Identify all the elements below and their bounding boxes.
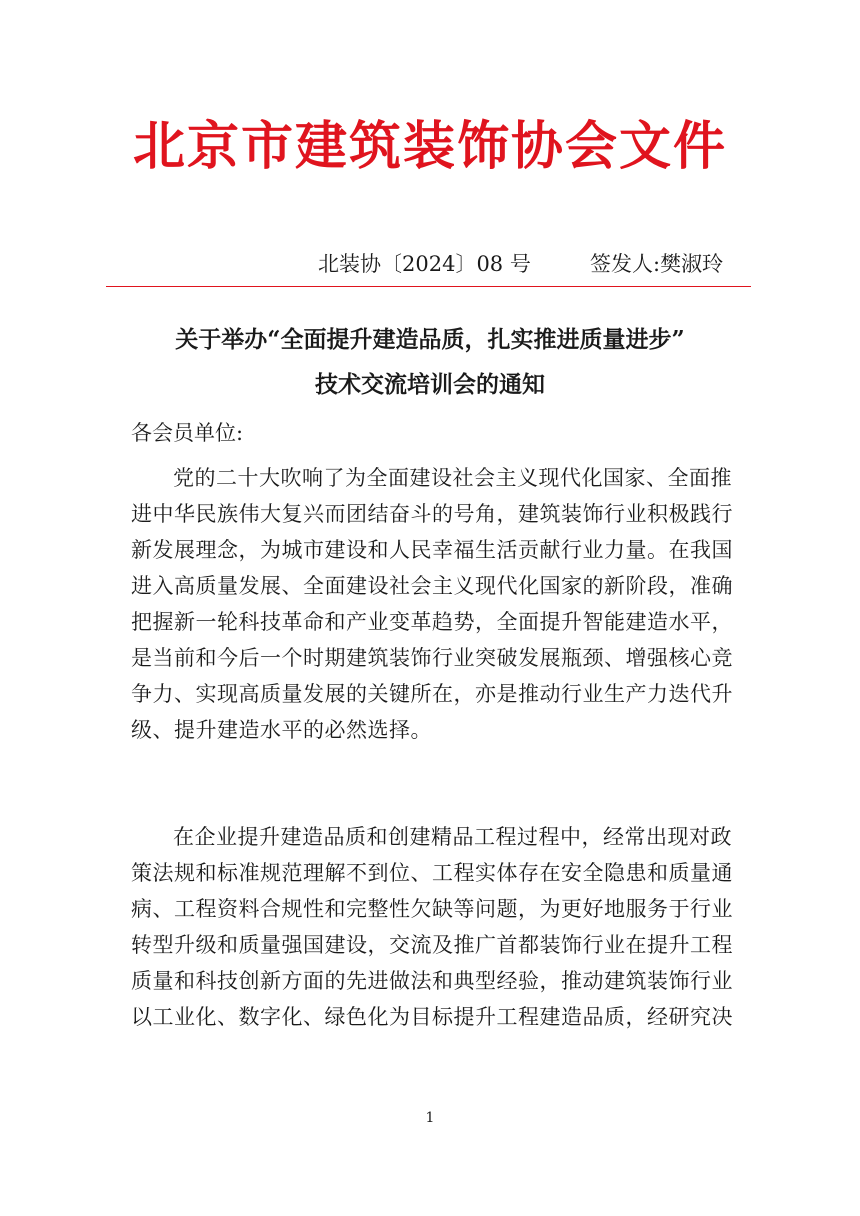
notice-title-line-1: 关于举办“全面提升建造品质，扎实推进质量进步” xyxy=(175,326,685,353)
paragraph-line: 质量和科技创新方面的先进做法和典型经验，推动建筑装饰行业 xyxy=(131,969,733,993)
document-number: 北装协〔2024〕08 号 xyxy=(318,252,531,276)
paragraph-line: 策法规和标准规范理解不到位、工程实体存在安全隐患和质量通 xyxy=(131,861,733,885)
paragraph-line: 在企业提升建造品质和创建精品工程过程中，经常出现对政 xyxy=(173,825,732,849)
paragraph-line: 把握新一轮科技革命和产业变革趋势，全面提升智能建造水平， xyxy=(131,610,733,634)
paragraph-line: 是当前和今后一个时期建筑装饰行业突破发展瓶颈、增强核心竞 xyxy=(131,646,733,670)
salutation: 各会员单位: xyxy=(131,421,244,445)
paragraph-line: 级、提升建造水平的必然选择。 xyxy=(131,718,432,742)
paragraph-line: 党的二十大吹响了为全面建设社会主义现代化国家、全面推 xyxy=(173,466,732,490)
paragraph-line: 病、工程资料合规性和完整性欠缺等问题，为更好地服务于行业 xyxy=(131,897,733,921)
document-number-row xyxy=(0,247,860,281)
red-divider xyxy=(106,286,751,287)
paragraph-line: 争力、实现高质量发展的关键所在，亦是推动行业生产力迭代升 xyxy=(131,682,733,706)
signer: 签发人:樊淑玲 xyxy=(590,252,724,276)
paragraph-line: 进入高质量发展、全面建设社会主义现代化国家的新阶段，准确 xyxy=(131,574,733,598)
masthead-title: 北京市建筑装饰协会文件 xyxy=(132,116,727,177)
page-number: 1 xyxy=(425,1110,435,1126)
paragraph-line: 进中华民族伟大复兴而团结奋斗的号角，建筑装饰行业积极践行 xyxy=(131,502,733,526)
paragraph-line: 新发展理念，为城市建设和人民幸福生活贡献行业力量。在我国 xyxy=(131,538,733,562)
paragraph-line: 转型升级和质量强国建设，交流及推广首都装饰行业在提升工程 xyxy=(131,933,733,957)
body-paragraph-1 xyxy=(131,460,733,748)
notice-title-line-2: 技术交流培训会的通知 xyxy=(315,371,545,398)
body-paragraph-2 xyxy=(131,819,733,1035)
paragraph-line: 以工业化、数字化、绿色化为目标提升工程建造品质，经研究决 xyxy=(131,1005,733,1029)
